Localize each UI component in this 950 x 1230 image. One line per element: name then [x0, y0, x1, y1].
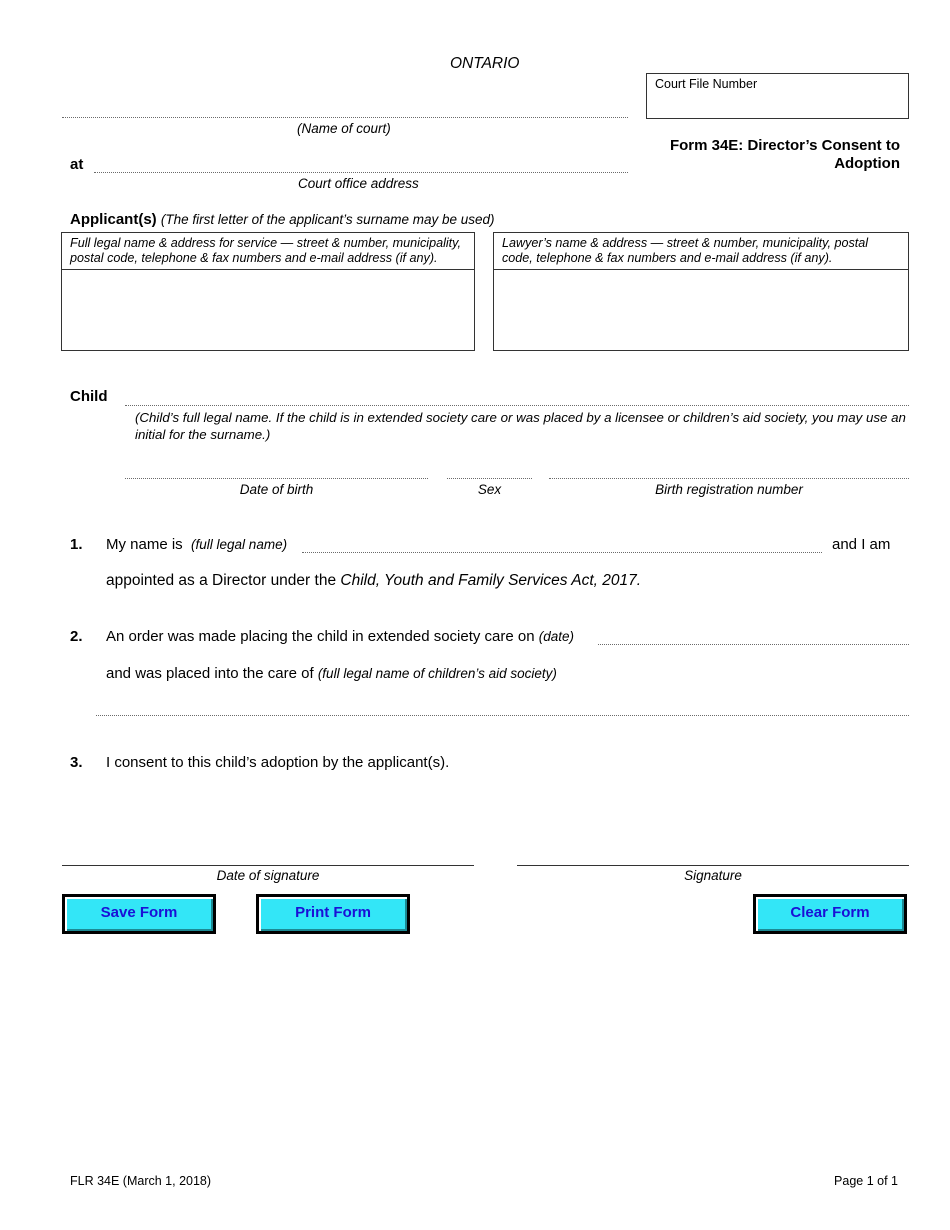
paragraph-1-text	[106, 536, 287, 553]
paragraph-1-end: and I am	[832, 536, 891, 553]
paragraph-2-text	[106, 628, 574, 645]
paragraph-2-hint: (date)	[538, 629, 575, 644]
form-code: FLR 34E (March 1, 2018)	[70, 1174, 212, 1188]
court-name-caption: (Name of court)	[297, 121, 391, 136]
paragraph-1-line2-text: appointed as a Director under the	[106, 572, 341, 589]
applicant-info-field[interactable]	[62, 270, 474, 350]
at-label: at	[70, 156, 84, 173]
lawyer-box-caption: Lawyer’s name & address — street & number, municipality, postal code, telephone & fax numbers and e-mail address (if any).	[502, 236, 869, 265]
court-office-address-field[interactable]	[94, 172, 628, 173]
sex-caption: Sex	[477, 482, 502, 497]
paragraph-3-text: I consent to this child’s adoption by the applicant(s).	[106, 754, 450, 771]
paragraph-2-line2-hint: (full legal name of children’s aid society)	[317, 666, 557, 681]
sex-field[interactable]	[447, 478, 532, 479]
form-title	[670, 137, 900, 173]
applicants-heading-text: Applicant(s)	[70, 211, 157, 228]
birth-registration-field[interactable]	[549, 478, 909, 479]
lawyer-box	[493, 232, 909, 351]
signature-field[interactable]	[517, 865, 909, 866]
jurisdiction: ONTARIO	[450, 55, 520, 72]
court-name-field[interactable]	[62, 117, 628, 118]
paragraph-1-lead: My name is	[106, 536, 183, 553]
child-label: Child	[70, 388, 108, 405]
signature-caption: Signature	[684, 868, 742, 883]
paragraph-1-number: 1.	[70, 536, 83, 553]
court-file-number-label: Court File Number	[655, 77, 758, 91]
paragraph-2-line2-text: and was placed into the care of	[106, 665, 314, 682]
childrens-aid-society-field[interactable]	[96, 715, 909, 716]
child-name-field[interactable]	[125, 405, 909, 406]
form-title-line1: Form 34E: Director’s Consent to	[669, 137, 900, 154]
child-name-caption: (Child’s full legal name. If the child is in extended society care or was placed by a licensee or children’s aid society, you may use an initial for the surname.)	[135, 410, 906, 442]
page-number: Page 1 of 1	[834, 1174, 898, 1188]
court-office-caption: Court office address	[298, 176, 419, 191]
lawyer-info-field[interactable]	[494, 270, 908, 350]
date-of-birth-field[interactable]	[125, 478, 428, 479]
paragraph-1-line2	[106, 572, 641, 590]
form-title-line2: Adoption	[834, 155, 900, 172]
paragraph-2-line2	[106, 665, 557, 682]
paragraph-2-lead: An order was made placing the child in extended society care on	[106, 628, 535, 645]
director-name-field[interactable]	[302, 552, 822, 553]
court-file-number-box[interactable]	[646, 73, 909, 119]
paragraph-1-hint: (full legal name)	[191, 537, 288, 552]
print-form-button[interactable]: Print Form	[256, 894, 410, 934]
applicants-heading	[70, 211, 495, 228]
applicant-box-caption: Full legal name & address for service — street & number, municipality, postal code, telephone & fax numbers and e-mail address (if any).	[70, 236, 462, 265]
dob-caption: Date of birth	[239, 482, 314, 497]
order-date-field[interactable]	[598, 644, 909, 645]
date-of-signature-field[interactable]	[62, 865, 474, 866]
birth-reg-caption: Birth registration number	[655, 482, 803, 497]
save-form-button[interactable]: Save Form	[62, 894, 216, 934]
applicants-heading-note: (The first letter of the applicant’s surname may be used)	[160, 212, 495, 227]
paragraph-3-number: 3.	[70, 754, 83, 771]
act-name: Child, Youth and Family Services Act, 2017.	[340, 572, 642, 589]
paragraph-2-number: 2.	[70, 628, 83, 645]
clear-form-button[interactable]: Clear Form	[753, 894, 907, 934]
applicant-box	[61, 232, 475, 351]
date-of-signature-caption: Date of signature	[216, 868, 320, 883]
